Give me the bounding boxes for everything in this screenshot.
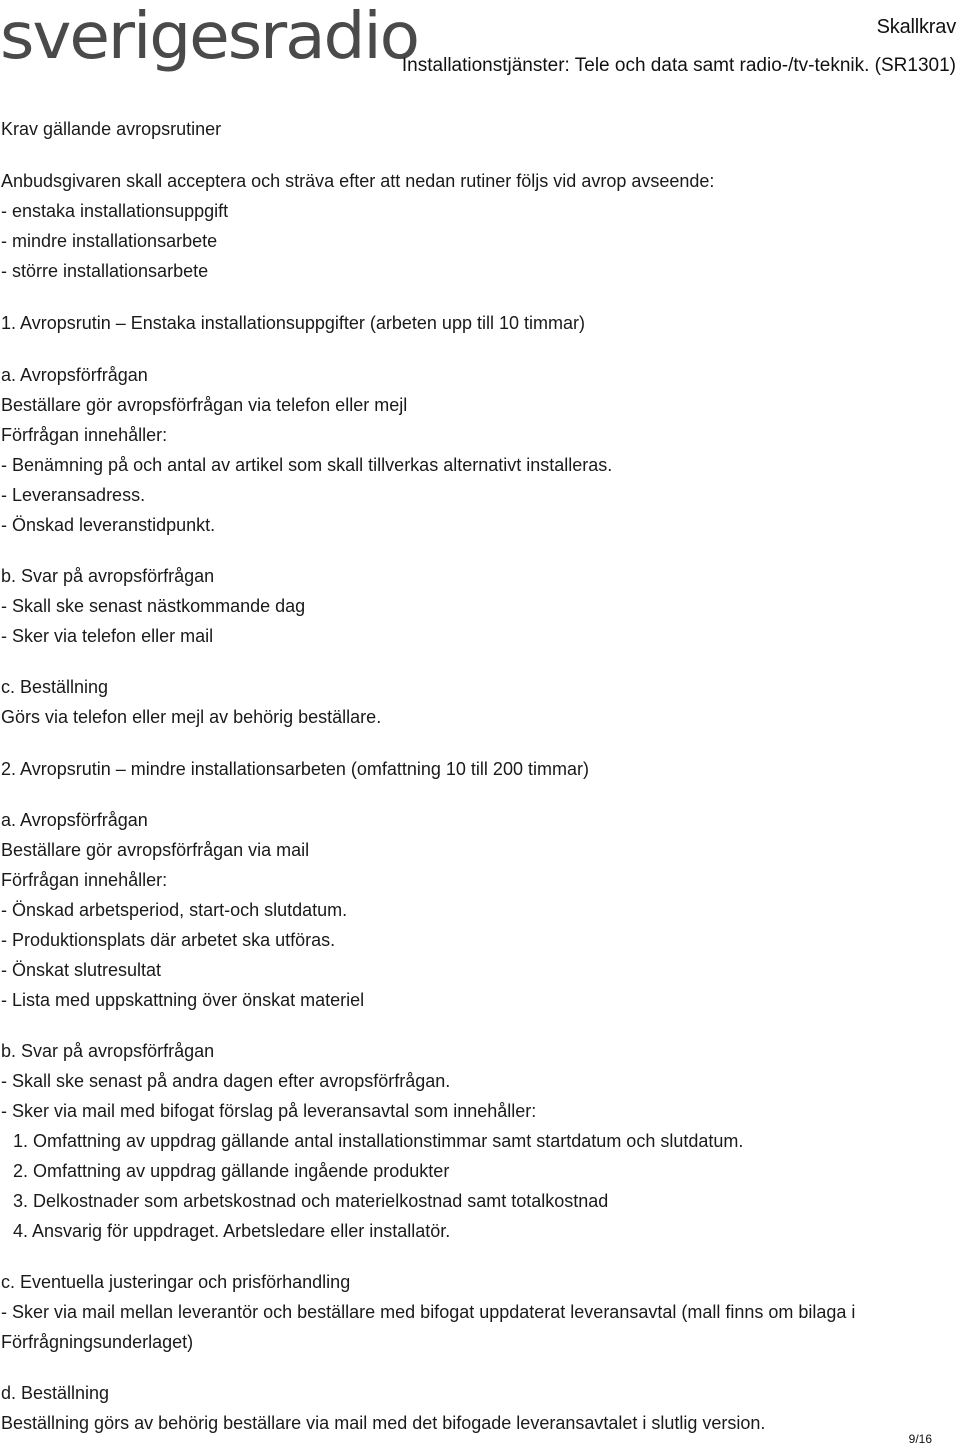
list-item: - Önskad leveranstidpunkt. xyxy=(1,515,216,535)
intro-text: Anbudsgivaren skall acceptera och sträva efter att nedan rutiner följs vid avrop avseende: xyxy=(1,171,715,191)
routine-1-title: 1. Avropsrutin – Enstaka installationsuppgifter (arbeten upp till 10 timmar) xyxy=(1,313,585,333)
list-item: - större installationsarbete xyxy=(1,261,209,281)
subsection-heading: c. Eventuella justeringar och prisförhandling xyxy=(1,1272,351,1292)
paragraph: Förfrågan innehåller: xyxy=(1,870,168,890)
paragraph: Förfrågningsunderlaget) xyxy=(1,1332,194,1352)
subsection-heading: d. Beställning xyxy=(1,1383,110,1403)
list-item: - Sker via mail med bifogat förslag på leveransavtal som innehåller: xyxy=(1,1101,537,1121)
list-item: - Lista med uppskattning över önskat materiel xyxy=(1,990,365,1010)
routine-2-title: 2. Avropsrutin – mindre installationsarbeten (omfattning 10 till 200 timmar) xyxy=(1,759,589,779)
list-item: - enstaka installationsuppgift xyxy=(1,201,229,221)
paragraph: Beställare gör avropsförfrågan via mail xyxy=(1,840,310,860)
list-item: - Benämning på och antal av artikel som skall tillverkas alternativt installeras. xyxy=(1,455,613,475)
list-item: - Önskat slutresultat xyxy=(1,960,162,980)
list-item: - Produktionsplats där arbetet ska utföras. xyxy=(1,930,336,950)
document-type: Skallkrav xyxy=(876,16,956,38)
list-item: - mindre installationsarbete xyxy=(1,231,218,251)
list-item: - Skall ske senast nästkommande dag xyxy=(1,596,306,616)
list-item: - Önskad arbetsperiod, start-och slutdatum. xyxy=(1,900,348,920)
subsection-heading: b. Svar på avropsförfrågan xyxy=(1,566,215,586)
paragraph: Beställare gör avropsförfrågan via telefon eller mejl xyxy=(1,395,408,415)
list-item: - Skall ske senast på andra dagen efter avropsförfrågan. xyxy=(1,1071,451,1091)
list-item: - Leveransadress. xyxy=(1,485,146,505)
document-subtitle: Installationstjänster: Tele och data samt radio-/tv-teknik. (SR1301) xyxy=(401,55,956,76)
page-header xyxy=(0,0,960,80)
numbered-item: 2. Omfattning av uppdrag gällande ingående produkter xyxy=(13,1161,450,1181)
numbered-item: 1. Omfattning av uppdrag gällande antal installationstimmar samt startdatum och slutdatum. xyxy=(13,1131,744,1151)
paragraph: Görs via telefon eller mejl av behörig beställare. xyxy=(1,707,382,727)
page-number: 9/16 xyxy=(908,1432,932,1446)
paragraph: Beställning görs av behörig beställare via mail med det bifogade leveransavtalet i slutlig version. xyxy=(1,1413,766,1433)
numbered-item: 4. Ansvarig för uppdraget. Arbetsledare eller installatör. xyxy=(13,1221,451,1241)
sveriges-radio-logo xyxy=(0,2,420,72)
subsection-heading: c. Beställning xyxy=(1,677,109,697)
subsection-heading: b. Svar på avropsförfrågan xyxy=(1,1041,215,1061)
list-item: - Sker via telefon eller mail xyxy=(1,626,214,646)
list-item: - Sker via mail mellan leverantör och beställare med bifogat uppdaterat leveransavtal (mall finns om bilaga i xyxy=(1,1302,856,1322)
section-heading: Krav gällande avropsrutiner xyxy=(1,119,222,139)
paragraph: Förfrågan innehåller: xyxy=(1,425,168,445)
svg-text:sverigesradio: sverigesradio xyxy=(0,2,419,72)
subsection-heading: a. Avropsförfrågan xyxy=(1,365,148,385)
numbered-item: 3. Delkostnader som arbetskostnad och materielkostnad samt totalkostnad xyxy=(13,1191,609,1211)
subsection-heading: a. Avropsförfrågan xyxy=(1,810,148,830)
